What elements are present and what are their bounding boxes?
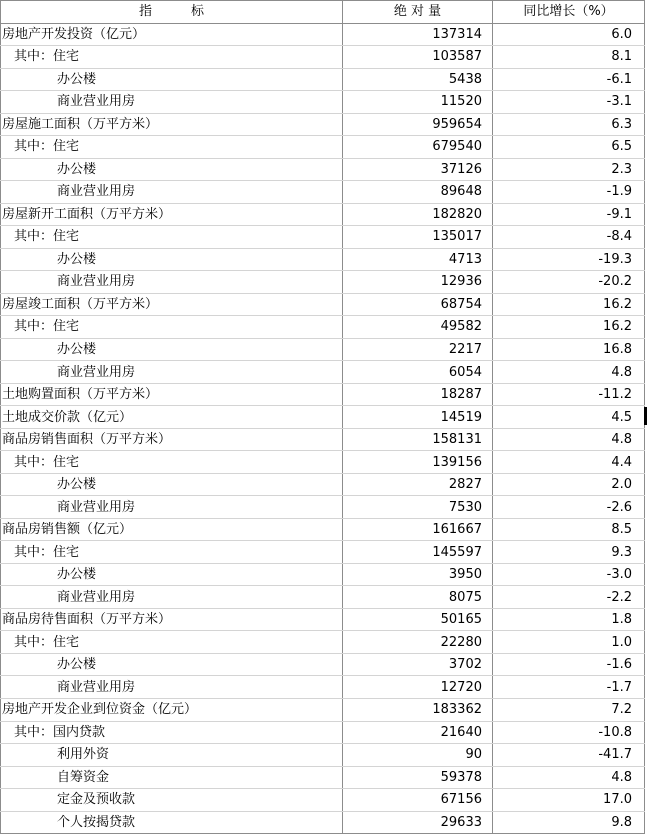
row-indicator-label: 其中：住宅 bbox=[1, 631, 343, 654]
row-absolute-value: 90 bbox=[343, 744, 493, 767]
row-yoy-growth: -3.1 bbox=[493, 91, 645, 114]
row-yoy-growth: 6.5 bbox=[493, 136, 645, 159]
row-indicator-label: 个人按揭贷款 bbox=[1, 811, 343, 834]
row-indicator-label: 房地产开发企业到位资金（亿元） bbox=[1, 698, 343, 721]
row-yoy-growth: 1.8 bbox=[493, 608, 645, 631]
row-yoy-growth: 8.5 bbox=[493, 518, 645, 541]
row-indicator-label: 办公楼 bbox=[1, 68, 343, 91]
row-indicator-label: 其中：住宅 bbox=[1, 316, 343, 339]
row-indicator-label: 商业营业用房 bbox=[1, 496, 343, 519]
row-yoy-growth: -2.6 bbox=[493, 496, 645, 519]
row-indicator-label: 其中：国内贷款 bbox=[1, 721, 343, 744]
row-yoy-growth: -10.8 bbox=[493, 721, 645, 744]
row-indicator-label: 办公楼 bbox=[1, 473, 343, 496]
header-absolute-value: 绝 对 量 bbox=[343, 1, 493, 24]
row-yoy-growth: -1.9 bbox=[493, 181, 645, 204]
row-yoy-growth: -9.1 bbox=[493, 203, 645, 226]
table-row bbox=[1, 811, 645, 834]
header-row bbox=[1, 1, 645, 24]
row-absolute-value: 67156 bbox=[343, 789, 493, 812]
row-yoy-growth: -1.6 bbox=[493, 653, 645, 676]
row-yoy-growth: -19.3 bbox=[493, 248, 645, 271]
row-absolute-value: 959654 bbox=[343, 113, 493, 136]
row-absolute-value: 18287 bbox=[343, 383, 493, 406]
row-absolute-value: 49582 bbox=[343, 316, 493, 339]
row-indicator-label: 房屋新开工面积（万平方米） bbox=[1, 203, 343, 226]
table-row bbox=[1, 676, 645, 699]
row-yoy-growth: -1.7 bbox=[493, 676, 645, 699]
row-indicator-label: 商业营业用房 bbox=[1, 91, 343, 114]
row-yoy-growth: 17.0 bbox=[493, 789, 645, 812]
table-row bbox=[1, 406, 645, 429]
table-row bbox=[1, 316, 645, 339]
row-absolute-value: 182820 bbox=[343, 203, 493, 226]
row-indicator-label: 其中：住宅 bbox=[1, 136, 343, 159]
table-row bbox=[1, 181, 645, 204]
row-indicator-label: 商业营业用房 bbox=[1, 586, 343, 609]
table-row bbox=[1, 226, 645, 249]
row-yoy-growth: 4.8 bbox=[493, 428, 645, 451]
row-absolute-value: 2827 bbox=[343, 473, 493, 496]
row-yoy-growth: 2.0 bbox=[493, 473, 645, 496]
row-indicator-label: 商业营业用房 bbox=[1, 271, 343, 294]
row-indicator-label: 其中：住宅 bbox=[1, 451, 343, 474]
table-row bbox=[1, 744, 645, 767]
table-row bbox=[1, 608, 645, 631]
row-indicator-label: 房地产开发投资（亿元） bbox=[1, 23, 343, 46]
row-yoy-growth: 2.3 bbox=[493, 158, 645, 181]
table-row bbox=[1, 653, 645, 676]
row-absolute-value: 161667 bbox=[343, 518, 493, 541]
row-absolute-value: 679540 bbox=[343, 136, 493, 159]
row-yoy-growth: 16.8 bbox=[493, 338, 645, 361]
row-absolute-value: 139156 bbox=[343, 451, 493, 474]
table-row bbox=[1, 293, 645, 316]
row-yoy-growth: 16.2 bbox=[493, 293, 645, 316]
row-yoy-growth: -41.7 bbox=[493, 744, 645, 767]
row-yoy-growth: 1.0 bbox=[493, 631, 645, 654]
row-yoy-growth: -2.2 bbox=[493, 586, 645, 609]
table-row bbox=[1, 91, 645, 114]
row-absolute-value: 103587 bbox=[343, 46, 493, 69]
table-row bbox=[1, 113, 645, 136]
row-absolute-value: 137314 bbox=[343, 23, 493, 46]
row-absolute-value: 37126 bbox=[343, 158, 493, 181]
row-indicator-label: 商业营业用房 bbox=[1, 181, 343, 204]
row-absolute-value: 2217 bbox=[343, 338, 493, 361]
table-row bbox=[1, 563, 645, 586]
table-row bbox=[1, 473, 645, 496]
row-yoy-growth: 6.3 bbox=[493, 113, 645, 136]
row-absolute-value: 158131 bbox=[343, 428, 493, 451]
row-absolute-value: 21640 bbox=[343, 721, 493, 744]
table-row bbox=[1, 766, 645, 789]
table-row bbox=[1, 203, 645, 226]
row-absolute-value: 3702 bbox=[343, 653, 493, 676]
row-absolute-value: 11520 bbox=[343, 91, 493, 114]
row-absolute-value: 5438 bbox=[343, 68, 493, 91]
table-row bbox=[1, 518, 645, 541]
row-indicator-label: 商品房销售额（亿元） bbox=[1, 518, 343, 541]
table-row bbox=[1, 136, 645, 159]
table-row bbox=[1, 248, 645, 271]
row-absolute-value: 59378 bbox=[343, 766, 493, 789]
table-row bbox=[1, 631, 645, 654]
row-absolute-value: 89648 bbox=[343, 181, 493, 204]
row-absolute-value: 22280 bbox=[343, 631, 493, 654]
row-absolute-value: 6054 bbox=[343, 361, 493, 384]
row-indicator-label: 办公楼 bbox=[1, 338, 343, 361]
row-indicator-label: 自筹资金 bbox=[1, 766, 343, 789]
row-yoy-growth: 4.5 bbox=[493, 406, 645, 429]
table-row bbox=[1, 383, 645, 406]
row-absolute-value: 12936 bbox=[343, 271, 493, 294]
row-yoy-growth: -8.4 bbox=[493, 226, 645, 249]
row-absolute-value: 29633 bbox=[343, 811, 493, 834]
row-yoy-growth: 8.1 bbox=[493, 46, 645, 69]
row-indicator-label: 其中：住宅 bbox=[1, 226, 343, 249]
row-yoy-growth: 4.8 bbox=[493, 766, 645, 789]
row-indicator-label: 办公楼 bbox=[1, 158, 343, 181]
row-absolute-value: 7530 bbox=[343, 496, 493, 519]
table-row bbox=[1, 451, 645, 474]
row-yoy-growth: 9.8 bbox=[493, 811, 645, 834]
row-yoy-growth: -20.2 bbox=[493, 271, 645, 294]
row-yoy-growth: 16.2 bbox=[493, 316, 645, 339]
row-indicator-label: 办公楼 bbox=[1, 248, 343, 271]
row-indicator-label: 利用外资 bbox=[1, 744, 343, 767]
row-indicator-label: 土地购置面积（万平方米） bbox=[1, 383, 343, 406]
row-yoy-growth: 6.0 bbox=[493, 23, 645, 46]
row-yoy-growth: 9.3 bbox=[493, 541, 645, 564]
table-row bbox=[1, 271, 645, 294]
header-yoy-growth: 同比增长（%） bbox=[493, 1, 645, 24]
row-indicator-label: 房屋施工面积（万平方米） bbox=[1, 113, 343, 136]
scrollbar-marker bbox=[644, 407, 647, 425]
row-indicator-label: 办公楼 bbox=[1, 563, 343, 586]
row-indicator-label: 房屋竣工面积（万平方米） bbox=[1, 293, 343, 316]
row-absolute-value: 14519 bbox=[343, 406, 493, 429]
row-absolute-value: 3950 bbox=[343, 563, 493, 586]
table-row bbox=[1, 46, 645, 69]
row-indicator-label: 商品房待售面积（万平方米） bbox=[1, 608, 343, 631]
row-absolute-value: 4713 bbox=[343, 248, 493, 271]
row-absolute-value: 135017 bbox=[343, 226, 493, 249]
header-indicator: 指 标 bbox=[1, 1, 343, 24]
table-row bbox=[1, 68, 645, 91]
row-yoy-growth: 4.8 bbox=[493, 361, 645, 384]
row-indicator-label: 其中：住宅 bbox=[1, 541, 343, 564]
row-absolute-value: 145597 bbox=[343, 541, 493, 564]
row-indicator-label: 其中：住宅 bbox=[1, 46, 343, 69]
row-indicator-label: 商品房销售面积（万平方米） bbox=[1, 428, 343, 451]
row-indicator-label: 商业营业用房 bbox=[1, 361, 343, 384]
row-indicator-label: 定金及预收款 bbox=[1, 789, 343, 812]
row-absolute-value: 183362 bbox=[343, 698, 493, 721]
row-yoy-growth: -3.0 bbox=[493, 563, 645, 586]
table-row bbox=[1, 496, 645, 519]
table-row bbox=[1, 721, 645, 744]
table-row bbox=[1, 428, 645, 451]
row-yoy-growth: -11.2 bbox=[493, 383, 645, 406]
row-yoy-growth: -6.1 bbox=[493, 68, 645, 91]
table-row bbox=[1, 541, 645, 564]
table-row bbox=[1, 338, 645, 361]
row-indicator-label: 办公楼 bbox=[1, 653, 343, 676]
row-indicator-label: 土地成交价款（亿元） bbox=[1, 406, 343, 429]
row-absolute-value: 8075 bbox=[343, 586, 493, 609]
row-indicator-label: 商业营业用房 bbox=[1, 676, 343, 699]
row-absolute-value: 68754 bbox=[343, 293, 493, 316]
row-absolute-value: 12720 bbox=[343, 676, 493, 699]
row-yoy-growth: 4.4 bbox=[493, 451, 645, 474]
table-row bbox=[1, 361, 645, 384]
table-row bbox=[1, 789, 645, 812]
table-row bbox=[1, 158, 645, 181]
row-yoy-growth: 7.2 bbox=[493, 698, 645, 721]
table-row bbox=[1, 586, 645, 609]
table-row bbox=[1, 23, 645, 46]
row-absolute-value: 50165 bbox=[343, 608, 493, 631]
table-row bbox=[1, 698, 645, 721]
